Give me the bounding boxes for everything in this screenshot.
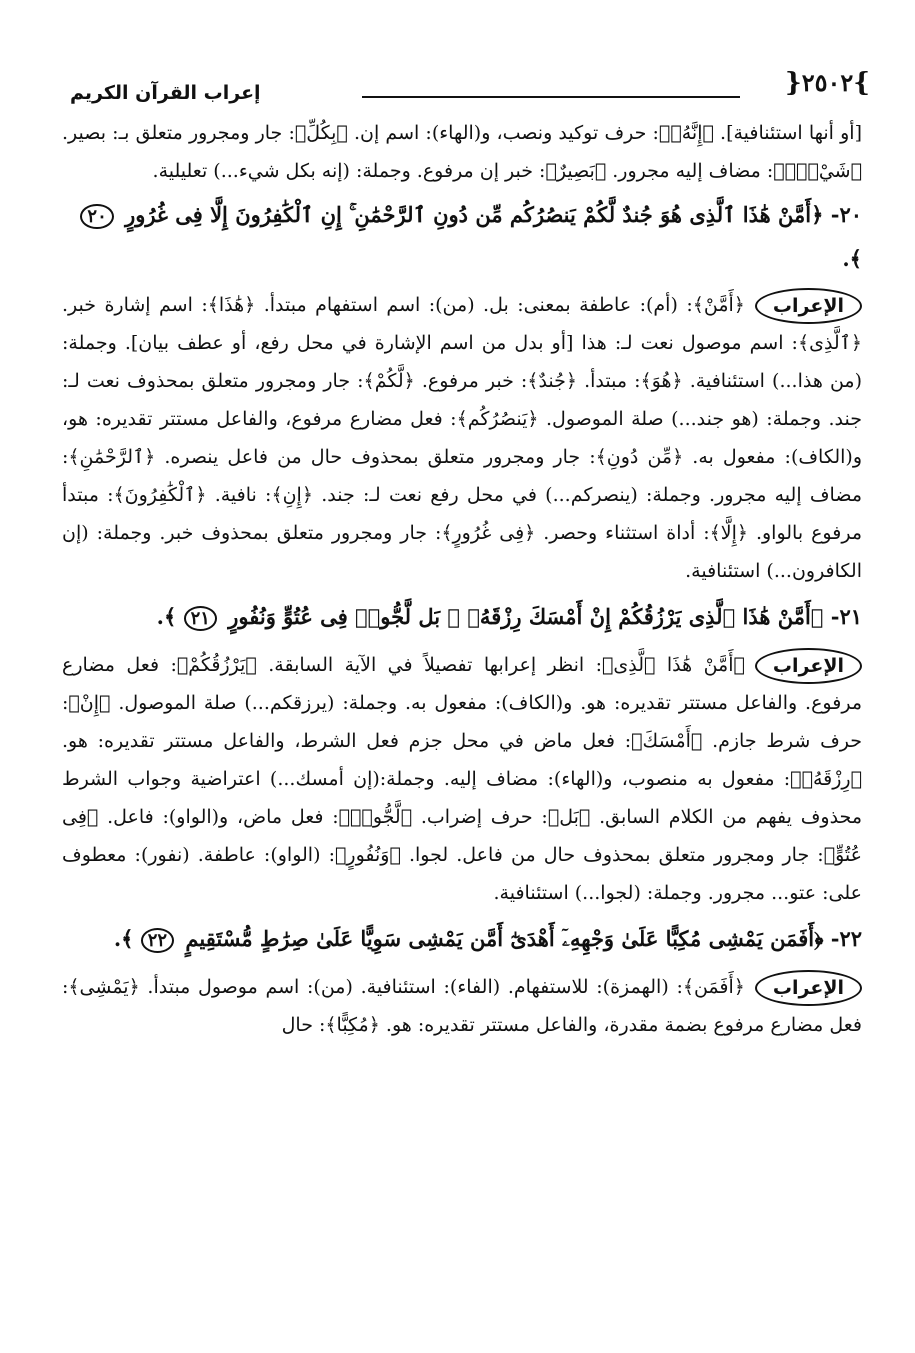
verse-close: ﴾. — [842, 246, 862, 271]
page-number-value: ٢٥٠٢ — [801, 68, 854, 97]
irab-block — [62, 286, 862, 590]
verse-close: ﴾. — [156, 604, 177, 629]
book-title: إعراب القرآن الكريم — [70, 82, 261, 104]
verse-20 — [62, 194, 862, 280]
irab-label: الإعراب — [755, 648, 862, 684]
irab-label: الإعراب — [755, 288, 862, 324]
verse-text: ٢٢- ﴿أَفَمَن يَمْشِى مُكِبًّا عَلَىٰ وَجْهِهِۦٓ أَهْدَىٰٓ أَمَّن يَمْشِى سَوِيًّا عَلَىٰ صِرَٰطٍ مُّسْتَقِيمٍ — [185, 926, 862, 951]
verse-close: ﴾. — [113, 926, 134, 951]
verse-section-21 — [62, 596, 862, 912]
brace-left: { — [784, 68, 802, 98]
irab-block — [62, 646, 862, 912]
irab-text: ﴿أَمَّنْ﴾: (أم): عاطفة بمعنى: بل. (من): اسم استفهام مبتدأ. ﴿هَٰذَا﴾: اسم إشارة خبر. ﴿ٱلَّذِى﴾: اسم موصول نعت لـ: هذا [أو بدل من اسم الإشارة في محل رفع، أو عطف بيان]. وجملة: (من هذا...) استئنافية. ﴿هُوَ﴾: مبتدأ. ﴿جُندٌ﴾: خبر مرفوع. ﴿لَّكُمْ﴾: جار ومجرور متعلق بمحذوف نعت لـ: جند. وجملة: (هو جند...) صلة الموصول. ﴿يَنصُرُكُم﴾: فعل مضارع مرفوع، والفاعل مستتر تقديره: هو، و(الكاف): مفعول به. ﴿مِّن دُونِ﴾: جار ومجرور متعلق بمحذوف حال من فاعل ينصره. ﴿ٱلرَّحْمَٰنِ﴾: مضاف إليه مجرور. وجملة: (ينصركم...) في محل رفع نعت لـ: جند. ﴿إِنِ﴾: نافية. ﴿ٱلْكَٰفِرُونَ﴾: مبتدأ مرفوع بالواو. ﴿إِلَّا﴾: أداة استثناء وحصر. ﴿فِى غُرُورٍ﴾: جار ومجرور متعلق بمحذوف خبر. وجملة: (إن الكافرون...) استئنافية. — [62, 294, 862, 582]
brace-right: } — [853, 68, 870, 98]
verse-22 — [62, 918, 862, 962]
verse-text: ٢٠- ﴿أَمَّنْ هَٰذَا ٱلَّذِى هُوَ جُندٌ لَّكُمْ يَنصُرُكُم مِّن دُونِ ٱلرَّحْمَٰنِ ۚ إِنِ ٱلْكَٰفِرُونَ إِلَّا فِى غُرُورٍ — [125, 202, 862, 227]
irab-label: الإعراب — [755, 970, 862, 1006]
header-rule — [362, 96, 740, 98]
ayah-number: ٢٢ — [141, 928, 174, 953]
ayah-number: ٢١ — [184, 606, 217, 631]
verse-section-20 — [62, 194, 862, 590]
page-number — [785, 68, 870, 98]
verse-21 — [62, 596, 862, 640]
page-header — [62, 58, 870, 114]
irab-text: ﴿أَمَّنْ هَٰذَا ٱلَّذِى﴾: انظر إعرابها تفصيلاً في الآية السابقة. ﴿يَرْزُقُكُمْ﴾: فعل مضارع مرفوع. والفاعل مستتر تقديره: هو. و(الكاف): مفعول به. وجملة: (يرزقكم...) صلة الموصول. ﴿إِنْ﴾: حرف شرط جازم. ﴿أَمْسَكَ﴾: فعل ماض في محل جزم فعل الشرط، والفاعل مستتر تقديره: هو. ﴿رِزْقَهُۥ﴾: مفعول به منصوب، و(الهاء): مضاف إليه. وجملة:(إن أمسك...) اعتراضية وجواب الشرط محذوف يفهم من الكلام السابق. ﴿بَل﴾: حرف إضراب. ﴿لَّجُّوا۟﴾: فعل ماض، و(الواو): فاعل. ﴿فِى عُتُوٍّ﴾: جار ومجرور متعلق بمحذوف حال من فاعل. لجوا. ﴿وَنُفُورٍ﴾: (الواو): عاطفة. (نفور): معطوف على: عتو... مجرور. وجملة: (لجوا...) استئنافية. — [62, 654, 862, 904]
irab-text: ﴿أَفَمَن﴾: (الهمزة): للاستفهام. (الفاء): استئنافية. (من): اسم موصول مبتدأ. ﴿يَمْشِى﴾: فعل مضارع مرفوع بضمة مقدرة، والفاعل مستتر تقديره: هو. ﴿مُكِبًّا﴾: حال — [62, 976, 862, 1036]
verse-text: ٢١- ﴿أَمَّنْ هَٰذَا ٱلَّذِى يَرْزُقُكُمْ إِنْ أَمْسَكَ رِزْقَهُۥ ۚ بَل لَّجُّوا۟ فِى عُتُوٍّ وَنُفُورٍ — [228, 604, 862, 629]
irab-block — [62, 968, 862, 1044]
verse-section-22 — [62, 918, 862, 1044]
ayah-number: ٢٠ — [80, 204, 113, 229]
intro-paragraph: [أو أنها استئنافية]. ﴿إِنَّهُۥ﴾: حرف توكيد ونصب، و(الهاء): اسم إن. ﴿بِكُلِّ﴾: جار ومجرور متعلق بـ: بصير. ﴿شَيْءٍۭ﴾: مضاف إليه مجرور. ﴿بَصِيرٌ﴾: خبر إن مرفوع. وجملة: (إنه بكل شيء...) تعليلية. — [62, 122, 862, 182]
book-page — [62, 58, 870, 1318]
